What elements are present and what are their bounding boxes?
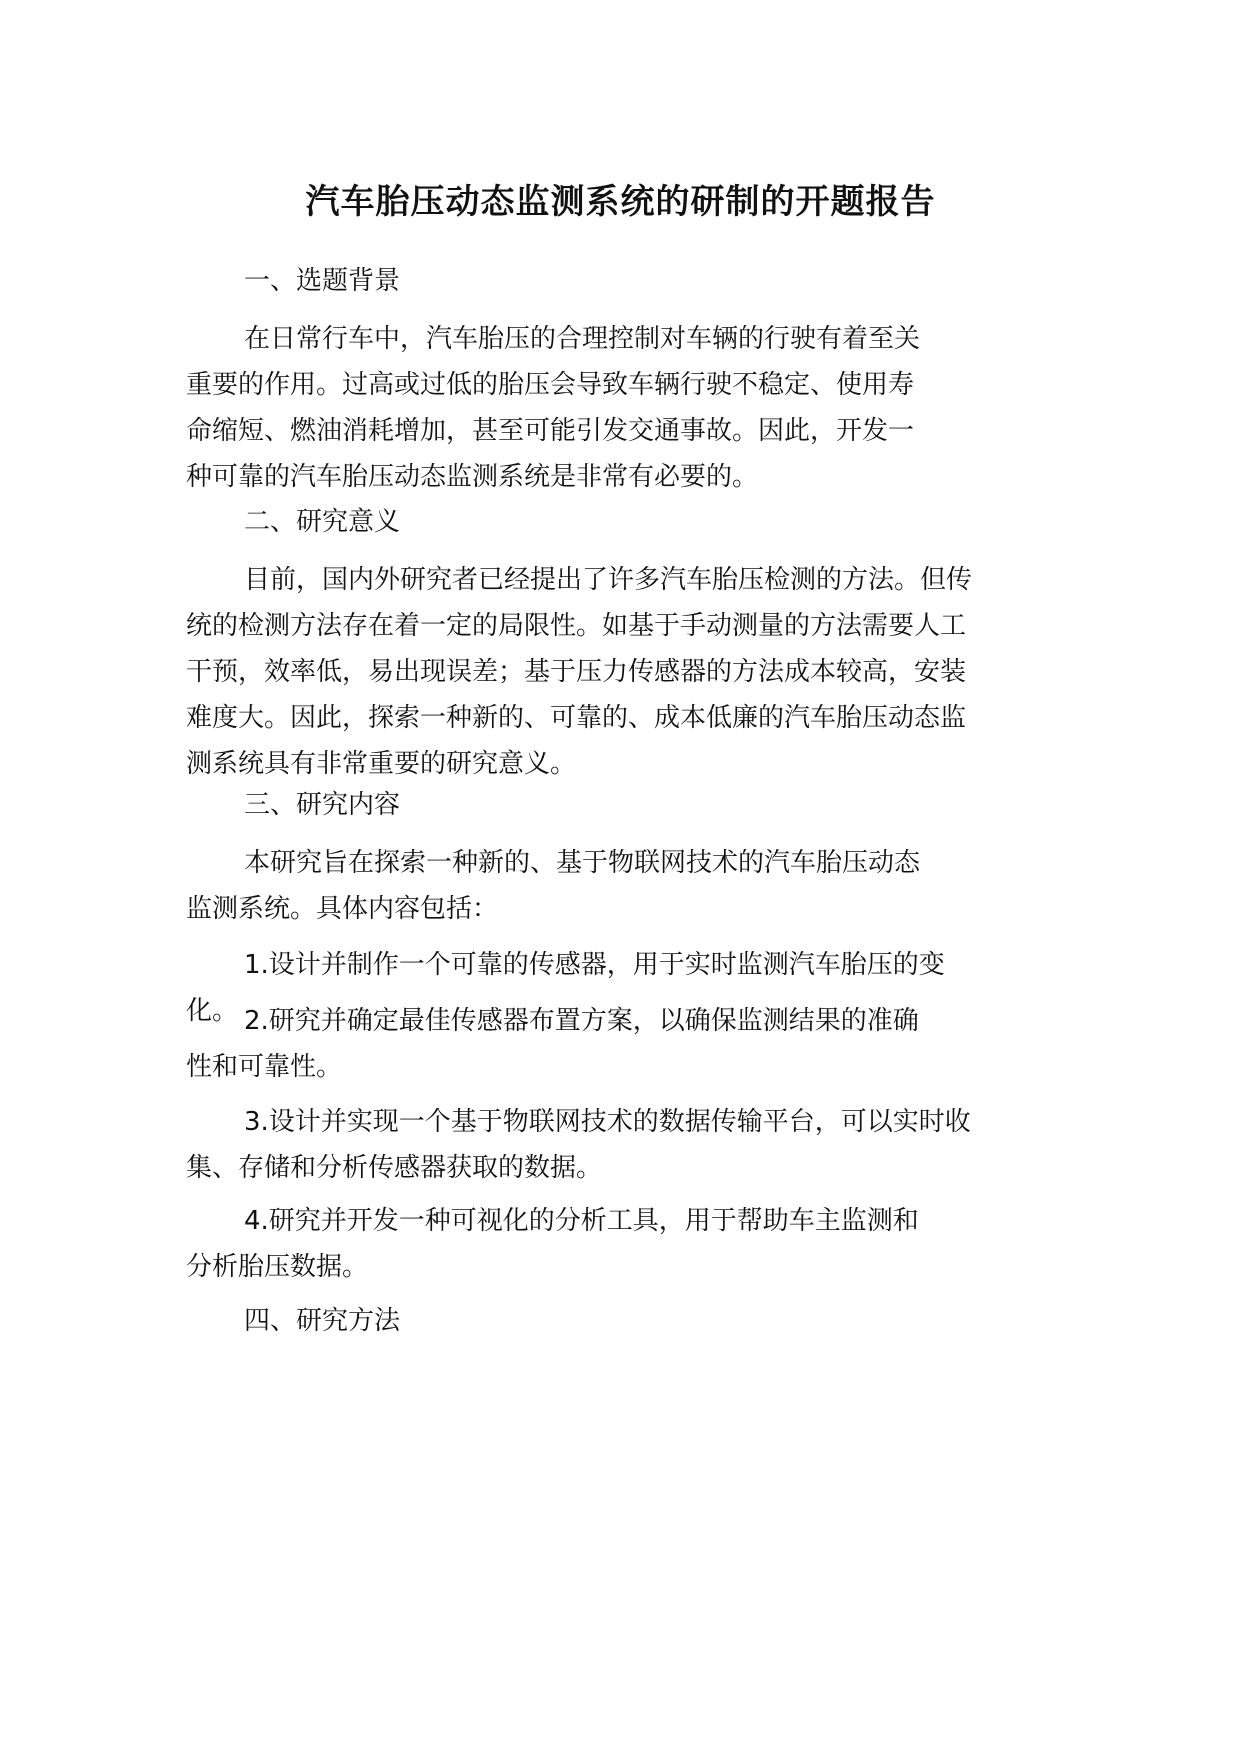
section-heading-method: 四、研究方法: [244, 1306, 401, 1336]
content-list-item-2: [186, 998, 926, 1090]
paragraph-text: 本研究旨在探索一种新的、基于物联网技术的汽车胎压动态监测系统。具体内容包括：: [186, 848, 921, 924]
document-title: 汽车胎压动态监测系统的研制的开题报告: [305, 182, 936, 222]
section-heading-significance: 二、研究意义: [244, 507, 401, 537]
content-list-item-3: [186, 1099, 996, 1191]
list-item: 2.研究并确定最佳传感器布置方案，以确保监测结果的准确性和可靠性。: [186, 1006, 919, 1082]
content-intro-paragraph: [186, 840, 926, 932]
section-heading-content: 三、研究内容: [244, 790, 401, 820]
list-item: 3.设计并实现一个基于物联网技术的数据传输平台，可以实时收集、存储和分析传感器获取的数据。: [186, 1107, 971, 1183]
list-item: 1.设计并制作一个可靠的传感器，用于实时监测汽车胎压的变化。: [186, 950, 945, 1026]
significance-paragraph: [186, 557, 986, 787]
list-item: 4.研究并开发一种可视化的分析工具，用于帮助车主监测和分析胎压数据。: [186, 1206, 919, 1282]
background-paragraph: [186, 316, 926, 500]
paragraph-text: 在日常行车中，汽车胎压的合理控制对车辆的行驶有着至关重要的作用。过高或过低的胎压会导致车辆行驶不稳定、使用寿命缩短、燃油消耗增加，甚至可能引发交通事故。因此，开发一种可靠的汽车胎压动态监测系统是非常有必要的。: [186, 324, 921, 492]
paragraph-text: 目前，国内外研究者已经提出了许多汽车胎压检测的方法。但传统的检测方法存在着一定的局限性。如基于手动测量的方法需要人工干预，效率低，易出现误差；基于压力传感器的方法成本较高，安装难度大。因此，探索一种新的、可靠的、成本低廉的汽车胎压动态监测系统具有非常重要的研究意义。: [186, 565, 973, 779]
content-list-item-4: [186, 1198, 926, 1290]
section-heading-background: 一、选题背景: [244, 266, 401, 296]
